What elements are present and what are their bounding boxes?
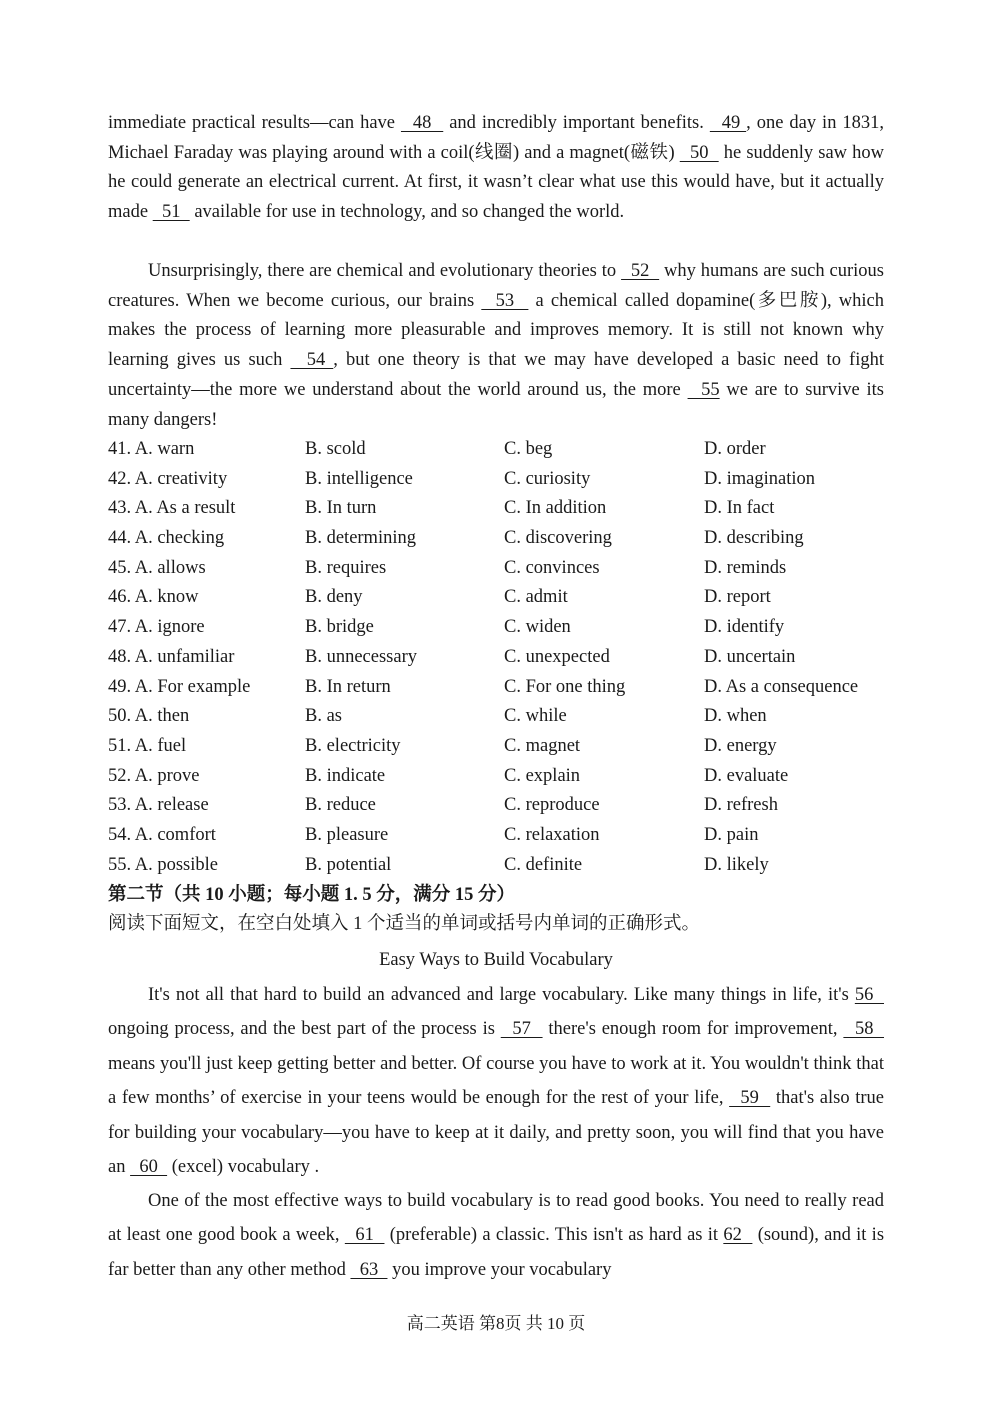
option-row	[108, 494, 888, 524]
text-run: It's not all that hard to build an advanced and large vocabulary. Like many things in life, it's	[148, 985, 855, 1005]
blank-55: 55	[687, 379, 720, 400]
option-a: 44. A. checking	[108, 528, 225, 548]
option-c: C. while	[504, 706, 567, 726]
text-run: he suddenly saw how he could generate an electrical current. At first, it wasn’t clear what use this would have, but it actually made	[108, 142, 884, 223]
option-b: B. indicate	[305, 766, 386, 786]
option-b: B. deny	[305, 587, 363, 607]
option-d: D. evaluate	[704, 766, 789, 786]
option-a: 42. A. creativity	[108, 469, 228, 489]
option-d: D. energy	[704, 736, 777, 756]
option-c: C. curiosity	[504, 469, 591, 489]
text-run: (sound), and it is far better than any other method	[108, 1225, 885, 1280]
option-c: C. admit	[504, 587, 568, 607]
text-run: (excel) vocabulary .	[167, 1157, 320, 1178]
option-b: B. requires	[305, 558, 387, 578]
paragraph-text	[108, 1184, 884, 1287]
blank-61: 61	[344, 1225, 385, 1246]
option-row	[108, 673, 888, 703]
option-b: B. pleasure	[305, 825, 389, 845]
option-b: B. In return	[305, 677, 391, 697]
option-a: 47. A. ignore	[108, 617, 205, 637]
option-d: D. pain	[704, 825, 759, 845]
option-row	[108, 524, 888, 554]
option-b: B. as	[305, 706, 342, 726]
option-a: 55. A. possible	[108, 855, 218, 875]
option-d: D. order	[704, 439, 766, 459]
option-c: C. discovering	[504, 528, 612, 548]
text-run: , but one theory is that we may have developed a basic need to fight uncertainty—the more we understand about the world around us, the more	[108, 350, 884, 400]
option-a: 45. A. allows	[108, 558, 206, 578]
paragraph-text	[108, 978, 884, 1184]
blank-53: 53	[481, 290, 529, 311]
blank-50: 50	[679, 142, 719, 163]
text-run: there's enough room for improvement,	[542, 1019, 844, 1040]
blank-62: 62	[723, 1225, 753, 1246]
text-run: and incredibly important benefits.	[443, 113, 710, 133]
text-run: a chemical called dopamine(多巴胺), which makes the process of learning more pleasurable and improves memory. It is still not known why learning gives us such	[108, 290, 884, 371]
option-b: B. unnecessary	[305, 647, 417, 667]
text-run: , one day in 1831, Michael Faraday was playing around with a coil(线圈) and a magnet(磁铁)	[108, 113, 885, 163]
blank-56: 56	[854, 985, 884, 1005]
option-row	[108, 613, 888, 643]
option-a: 50. A. then	[108, 706, 190, 726]
text-run: One of the most effective ways to build vocabulary is to read good books. You need to really read at least one good book a week,	[108, 1191, 884, 1246]
option-row	[108, 583, 888, 613]
text-run: ongoing process, and the best part of the process is	[108, 1019, 501, 1040]
option-a: 46. A. know	[108, 587, 199, 607]
option-b: B. potential	[305, 855, 392, 875]
option-c: C. relaxation	[504, 825, 600, 845]
option-c: C. magnet	[504, 736, 581, 756]
option-d: D. refresh	[704, 795, 778, 815]
option-b: B. determining	[305, 528, 416, 548]
option-d: D. imagination	[704, 469, 815, 489]
option-row	[108, 643, 888, 673]
option-row	[108, 732, 888, 762]
text-run: that's also true for building your vocabulary—you have to keep at it daily, and pretty soon, you will find that you have an	[108, 1088, 884, 1178]
blank-49: 49	[709, 113, 747, 133]
option-d: D. likely	[704, 855, 769, 875]
option-c: C. beg	[504, 439, 553, 459]
blank-54: 54	[290, 350, 334, 371]
option-row	[108, 435, 888, 465]
option-row	[108, 821, 888, 851]
option-a: 54. A. comfort	[108, 825, 216, 845]
option-d: D. In fact	[704, 498, 775, 518]
option-c: C. definite	[504, 855, 583, 875]
option-d: D. describing	[704, 528, 804, 548]
option-d: D. reminds	[704, 558, 787, 578]
option-b: B. reduce	[305, 795, 376, 815]
option-a: 52. A. prove	[108, 766, 200, 786]
option-c: C. unexpected	[504, 647, 610, 667]
blank-51: 51	[152, 202, 190, 223]
option-a: 53. A. release	[108, 795, 209, 815]
blank-59: 59	[729, 1088, 771, 1109]
option-c: C. explain	[504, 766, 581, 786]
option-d: D. report	[704, 587, 771, 607]
option-a: 49. A. For example	[108, 677, 251, 697]
option-a: 43. A. As a result	[108, 498, 236, 518]
option-b: B. scold	[305, 439, 366, 459]
passage2-paragraph-2	[108, 1184, 884, 1287]
blank-63: 63	[350, 1259, 388, 1280]
option-row	[108, 554, 888, 584]
text-run: you improve your vocabulary	[387, 1259, 612, 1280]
option-b: B. In turn	[305, 498, 377, 518]
option-c: C. In addition	[504, 498, 607, 518]
option-c: C. convinces	[504, 558, 600, 578]
passage-title: Easy Ways to Build Vocabulary	[379, 950, 613, 970]
option-d: D. uncertain	[704, 647, 796, 667]
option-d: D. when	[704, 706, 767, 726]
section-instruction: 阅读下面短文，在空白处填入 1 个适当的单词或括号内单词的正确形式。	[108, 914, 701, 934]
section-heading: 第二节（共 10 小题；每小题 1. 5 分，满分 15 分）	[108, 885, 516, 905]
blank-60: 60	[130, 1157, 168, 1178]
paragraph-text	[108, 257, 884, 435]
option-d: D. As a consequence	[704, 677, 859, 697]
text-run: means you'll just keep getting better and better. Of course you have to work at it. You wouldn't think that a few months’ of exercise in your teens would be enough for the rest of your life,	[108, 1053, 884, 1109]
text-run: available for use in technology, and so changed the world.	[189, 202, 625, 223]
option-b: B. electricity	[305, 736, 401, 756]
text-run: (preferable) a classic. This isn't as hard as it	[384, 1225, 724, 1246]
option-b: B. bridge	[305, 617, 374, 637]
text-run: Unsurprisingly, there are chemical and evolutionary theories to	[148, 261, 622, 281]
passage2-paragraph-1	[108, 978, 884, 1184]
option-c: C. reproduce	[504, 795, 600, 815]
option-row	[108, 702, 888, 732]
passage-paragraph-1	[108, 109, 884, 228]
passage-paragraph-2	[108, 257, 884, 435]
blank-48: 48	[400, 113, 444, 133]
option-a: 48. A. unfamiliar	[108, 647, 235, 667]
paragraph-text	[108, 109, 884, 228]
blank-58: 58	[843, 1019, 884, 1040]
blank-57: 57	[500, 1019, 543, 1040]
page-footer: 高二英语 第8页 共 10 页	[406, 1314, 586, 1333]
option-row	[108, 465, 888, 495]
option-c: C. widen	[504, 617, 571, 637]
text-run: why humans are such curious creatures. When we become curious, our brains	[108, 261, 884, 311]
text-run: immediate practical results—can have	[108, 113, 401, 133]
option-a: 51. A. fuel	[108, 736, 187, 756]
option-c: C. For one thing	[504, 677, 626, 697]
option-b: B. intelligence	[305, 469, 413, 489]
option-row	[108, 762, 888, 792]
option-d: D. identify	[704, 617, 785, 637]
option-row	[108, 851, 888, 881]
text-run: we are to survive its many dangers!	[108, 379, 884, 430]
option-a: 41. A. warn	[108, 439, 195, 459]
blank-52: 52	[621, 261, 660, 281]
option-row	[108, 791, 888, 821]
